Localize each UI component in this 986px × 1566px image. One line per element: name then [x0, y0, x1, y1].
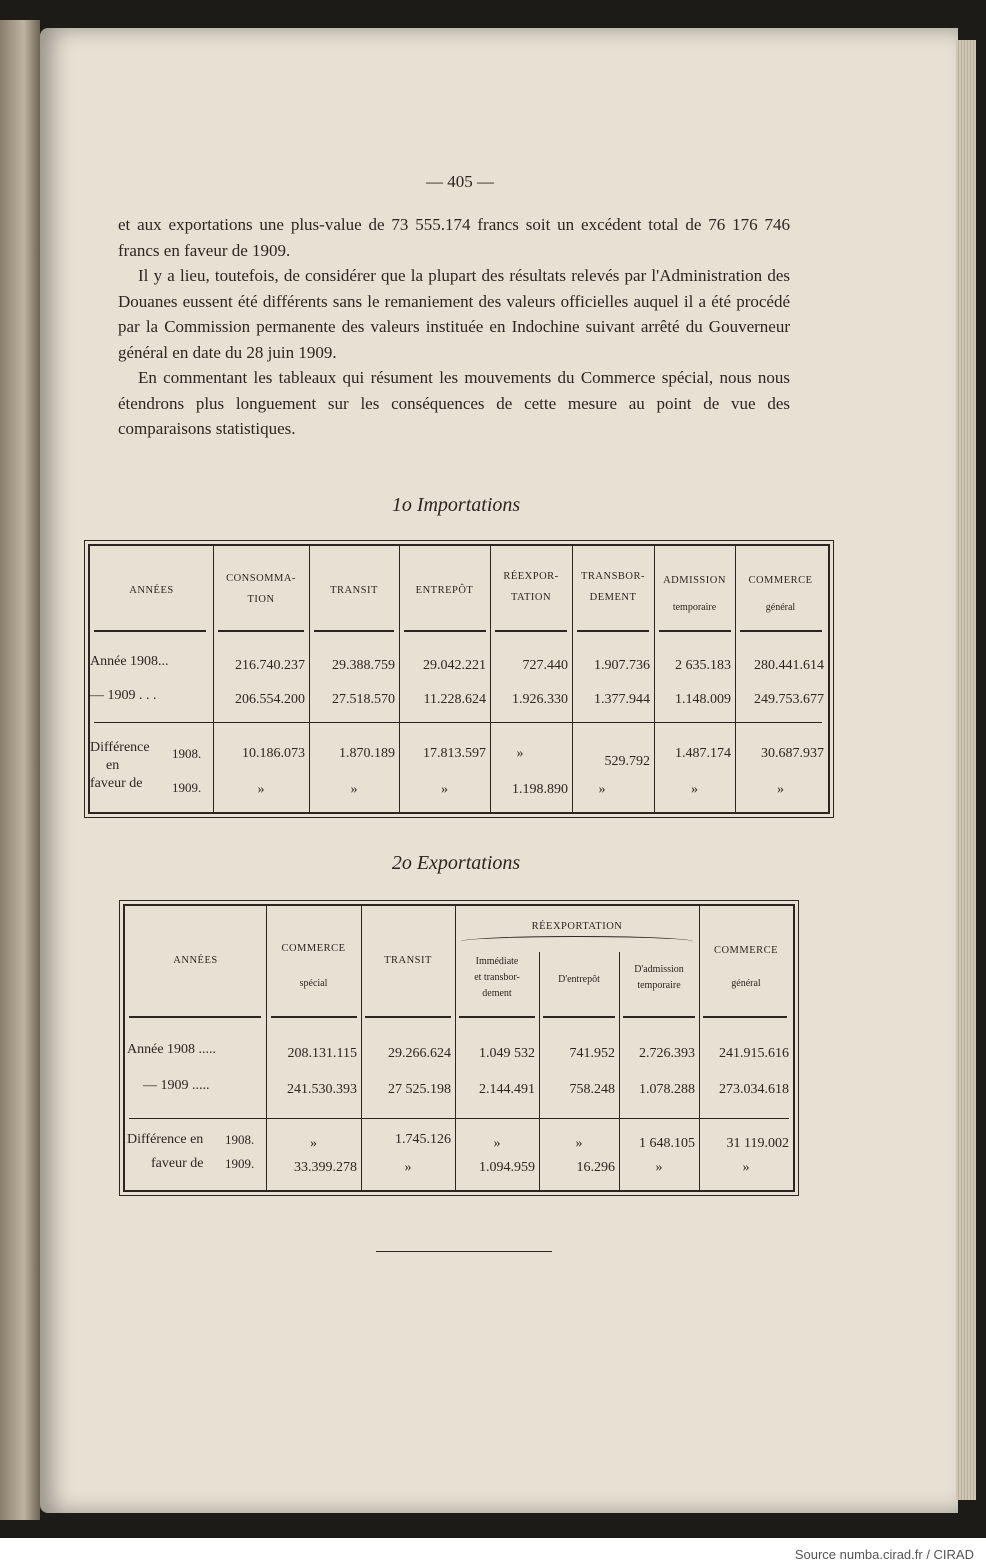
reexportation-brace: [461, 936, 693, 947]
table-cell: »: [777, 782, 784, 797]
col-header-transit: TRANSIT: [330, 585, 378, 596]
table-cell: 1.094.959: [479, 1160, 535, 1175]
table-cell: 2.726.393: [639, 1046, 695, 1061]
page-number: — 405 —: [426, 172, 494, 191]
left-page-edge: [0, 20, 40, 1520]
col-header-commerce-general: COMMERCE: [713, 945, 779, 956]
col-header-reexportation: RÉEXPORTATION: [531, 921, 623, 932]
table-cell: 1.907.736: [594, 658, 650, 673]
table-cell: 1.198.890: [512, 782, 568, 797]
table-cell: 741.952: [569, 1046, 615, 1061]
table-cell: 10.186.073: [242, 746, 305, 761]
diff-label-faveur: faveur de: [151, 1156, 204, 1171]
page-stack-edge: [956, 40, 976, 1500]
table-cell: 31 119.002: [726, 1136, 789, 1151]
table-cell: 29.042.221: [423, 658, 486, 673]
table-cell: 1.377.944: [594, 692, 650, 707]
table-cell: 1 648.105: [639, 1136, 695, 1151]
col-header-commerce-sub: général: [765, 602, 796, 613]
table-cell: »: [742, 1160, 750, 1175]
table-cell: »: [493, 1136, 501, 1151]
table-cell: 1.148.009: [675, 692, 731, 707]
table-cell: 33.399.278: [294, 1160, 357, 1175]
importations-table: [88, 544, 830, 814]
table-cell: 1.745.126: [395, 1132, 451, 1147]
source-credit: Source numba.cirad.fr / CIRAD: [794, 1547, 974, 1562]
table-cell: 2.144.491: [479, 1082, 535, 1097]
row-label-1908: Année 1908 .....: [127, 1042, 217, 1057]
table-cell: 206.554.200: [235, 692, 305, 707]
paragraph-3: En commentant les tableaux qui résument les mouvements du Commerce spécial, nous nous étendrons plus longuement sur les conséquences de cette mesure au point de vue des comparaisons statistiques.: [118, 368, 790, 438]
table-cell: 27 525.198: [388, 1082, 451, 1097]
diff-label: Différence: [90, 740, 150, 755]
table-cell: 29.266.624: [388, 1046, 451, 1061]
table-cell: 11.228.624: [423, 692, 486, 707]
diff-year-1908: 1908.: [172, 746, 202, 761]
table-cell: 241.530.393: [287, 1082, 357, 1097]
col-header-admission-sub: temporaire: [672, 602, 717, 613]
diff-label-en: en: [106, 758, 120, 773]
table-cell: »: [575, 1136, 583, 1151]
col-header-consommation: CONSOMMA- TION: [226, 573, 296, 605]
table-cell: 727.440: [522, 658, 568, 673]
table-cell: 2 635.183: [675, 658, 731, 673]
table-cell: 1.870.189: [339, 746, 395, 761]
paragraph-2: Il y a lieu, toutefois, de considérer que la plupart des résultats relevés par l'Administration des Douanes eussent été différents sans le remaniement des valeurs officielles auquel il a été procédé par la Commission permanente des valeurs instituée en Indochine suivant arrêté du Gouverneur général en date du 28 juin 1909.: [118, 266, 790, 362]
diff-label-faveur: faveur de: [90, 776, 143, 791]
col-header-annees: ANNÉES: [129, 585, 174, 596]
row-label-1908: Année 1908...: [90, 654, 169, 669]
table-cell: 208.131.115: [287, 1046, 357, 1061]
table-cell: »: [350, 782, 358, 797]
diff-year-1909: 1909.: [225, 1156, 255, 1171]
table-cell: 1.049 532: [479, 1046, 535, 1061]
col-header-transit: TRANSIT: [384, 955, 432, 966]
table-cell: 273.034.618: [719, 1082, 789, 1097]
table-cell: 27.518.570: [332, 692, 395, 707]
row-label-1909: — 1909 .....: [143, 1078, 210, 1093]
importations-title: 1o Importations: [391, 494, 521, 516]
diff-year-1908: 1908.: [225, 1132, 255, 1147]
col-header-commerce: COMMERCE: [748, 575, 813, 586]
paragraph-1: et aux exportations une plus-value de 73 555.174 francs soit un excédent total de 76 176 746 francs en faveur de 1909.: [118, 215, 790, 260]
exportations-table: [123, 904, 795, 1192]
table-cell: »: [310, 1136, 317, 1151]
col-header-commerce-special-sub: spécial: [299, 978, 328, 989]
table-cell: 758.248: [569, 1082, 615, 1097]
table-cell: 1.078.288: [639, 1082, 695, 1097]
table-cell: »: [655, 1160, 663, 1175]
table-cell: 280.441.614: [754, 658, 824, 673]
col-header-immediate: Immédiate et transbor- dement: [474, 956, 520, 999]
table-cell: »: [257, 782, 265, 797]
table-cell: »: [691, 782, 698, 797]
table-cell: 16.296: [576, 1160, 615, 1175]
table-cell: 17.813.597: [423, 746, 486, 761]
table-cell: 30.687.937: [761, 746, 824, 761]
table-cell: 1.926.330: [512, 692, 568, 707]
end-rule: [376, 1251, 552, 1252]
col-header-commerce-general-sub: général: [731, 978, 761, 989]
col-header-admission: ADMISSION: [663, 575, 726, 586]
col-header-entrepot: D'entrepôt: [558, 974, 600, 985]
col-header-transbordement: TRANSBOR- DEMENT: [580, 571, 645, 603]
table-cell: 29.388.759: [332, 658, 395, 673]
col-header-annees: ANNÉES: [173, 955, 218, 966]
body-text: [118, 212, 790, 442]
table-cell: 1.487.174: [675, 746, 731, 761]
col-header-reexportation: RÉEXPOR- TATION: [503, 571, 559, 603]
table-cell: »: [516, 746, 524, 761]
row-label-1909: — 1909 . . .: [90, 688, 157, 703]
col-header-entrepot: ENTREPÔT: [415, 585, 474, 596]
table-cell: 249.753.677: [754, 692, 824, 707]
diff-year-1909: 1909.: [172, 780, 202, 795]
diff-label: Différence en: [127, 1132, 204, 1147]
table-cell: »: [441, 782, 448, 797]
table-cell: 241.915.616: [719, 1046, 789, 1061]
col-header-commerce-special: COMMERCE: [281, 943, 346, 954]
table-cell: 529.792: [604, 754, 650, 769]
table-cell: 216.740.237: [235, 658, 305, 673]
table-cell: »: [404, 1160, 412, 1175]
table-cell: »: [598, 782, 606, 797]
exportations-title: 2o Exportations: [391, 852, 521, 874]
col-header-admission: D'admission temporaire: [634, 964, 684, 991]
